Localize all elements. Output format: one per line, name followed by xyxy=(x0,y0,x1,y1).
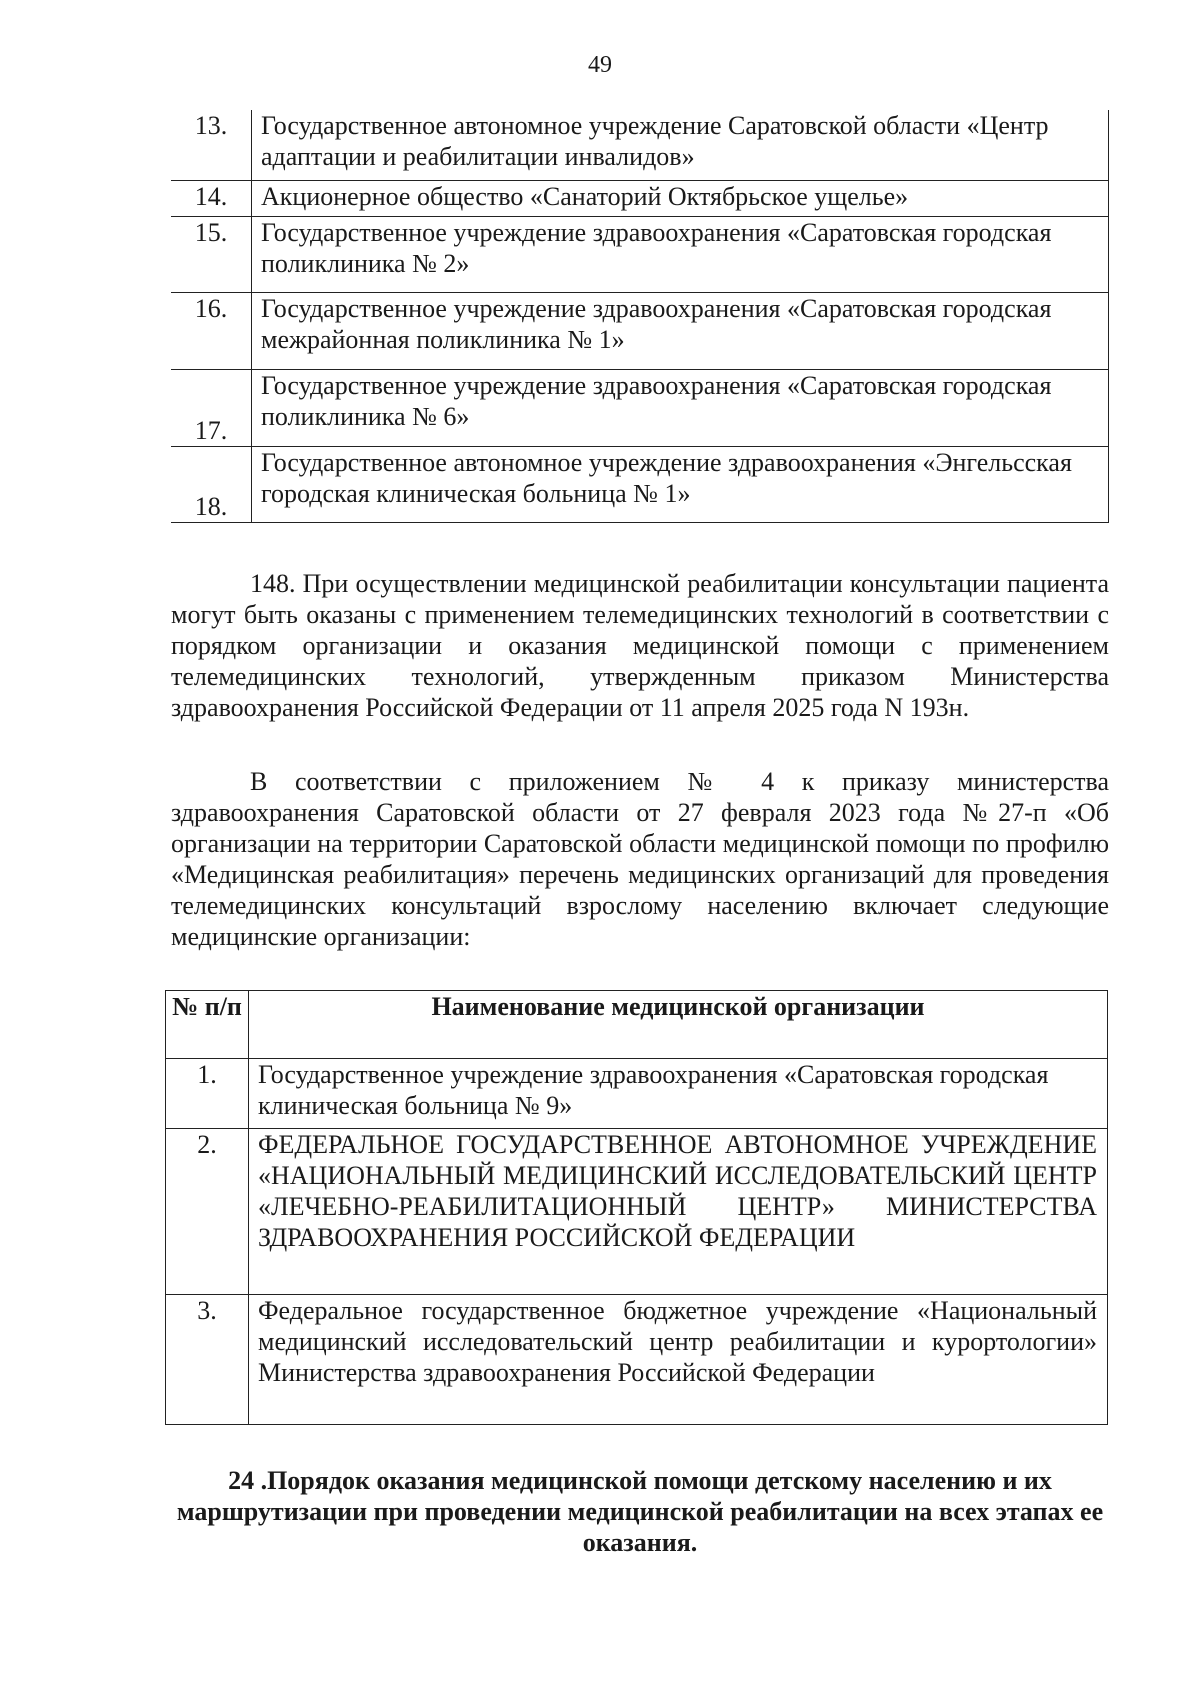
table-row xyxy=(171,180,1109,216)
table-header-row xyxy=(166,991,1108,1059)
table-row xyxy=(171,292,1109,369)
section-heading: 24 .Порядок оказания медицинской помощи детскому населению и их маршрутизации при проведении медицинской реабилитации на всех этапах ее оказания. xyxy=(176,1466,1104,1557)
telemedicine-organizations-table xyxy=(165,990,1108,1425)
row-number: 13. xyxy=(171,110,252,180)
row-number: 3. xyxy=(166,1295,249,1425)
organization-name: Государственное учреждение здравоохранения «Саратовская городская поликлиника № 2» xyxy=(252,216,1109,292)
table-row xyxy=(166,1059,1108,1129)
paragraph-annex-4: В соответствии с приложением № 4 к приказу министерства здравоохранения Саратовской области от 27 февраля 2023 года №27-п «Об организации на территории Саратовской области медицинской помощи по профилю «Медицинская реабилитация» перечень медицинских организаций для проведения телемедицинских консультаций взрослому населению включает следующие медицинские организации: xyxy=(171,767,1109,951)
organizations-table-continued xyxy=(171,110,1109,523)
table-row xyxy=(171,369,1109,446)
organization-name: Государственное учреждение здравоохранения «Саратовская городская поликлиника № 6» xyxy=(252,369,1109,446)
page-number: 49 xyxy=(588,52,612,78)
row-number: 17. xyxy=(171,369,252,446)
organization-name: Федеральное государственное бюджетное учреждение «Национальный медицинский исследовательский центр реабилитации и курортологии» Министерства здравоохранения Российской Федерации xyxy=(249,1295,1108,1425)
table-row xyxy=(166,1129,1108,1295)
table-row xyxy=(171,216,1109,292)
row-number: 2. xyxy=(166,1129,249,1295)
organization-name: Государственное учреждение здравоохранения «Саратовская городская межрайонная поликлиника № 1» xyxy=(252,292,1109,369)
row-number: 18. xyxy=(171,446,252,522)
organization-name: ФЕДЕРАЛЬНОЕ ГОСУДАРСТВЕННОЕ АВТОНОМНОЕ УЧРЕЖДЕНИЕ «НАЦИОНАЛЬНЫЙ МЕДИЦИНСКИЙ ИССЛЕДОВАТЕЛЬСКИЙ ЦЕНТР «ЛЕЧЕБНО-РЕАБИЛИТАЦИОННЫЙ ЦЕНТР» МИНИСТЕРСТВА ЗДРАВООХРАНЕНИЯ РОССИЙСКОЙ ФЕДЕРАЦИИ xyxy=(249,1129,1108,1295)
table-row xyxy=(166,1295,1108,1425)
row-number: 1. xyxy=(166,1059,249,1129)
organization-name: Акционерное общество «Санаторий Октябрьское ущелье» xyxy=(252,180,1109,216)
table-row xyxy=(171,110,1109,180)
row-number: 16. xyxy=(171,292,252,369)
organization-name: Государственное автономное учреждение здравоохранения «Энгельсская городская клиническая больница № 1» xyxy=(252,446,1109,522)
column-header-name: Наименование медицинской организации xyxy=(249,991,1108,1059)
row-number: 14. xyxy=(171,180,252,216)
paragraph-148: 148. При осуществлении медицинской реабилитации консультации пациента могут быть оказаны с применением телемедицинских технологий в соответствии с порядком организации и оказания медицинской помощи с применением телемедицинских технологий, утвержденным приказом Министерства здравоохранения Российской Федерации от 11 апреля 2025 года N 193н. xyxy=(171,569,1109,722)
table-row xyxy=(171,446,1109,522)
organization-name: Государственное учреждение здравоохранения «Саратовская городская клиническая больница № 9» xyxy=(249,1059,1108,1129)
organization-name: Государственное автономное учреждение Саратовской области «Центр адаптации и реабилитации инвалидов» xyxy=(252,110,1109,180)
row-number: 15. xyxy=(171,216,252,292)
column-header-number: № п/п xyxy=(166,991,249,1059)
